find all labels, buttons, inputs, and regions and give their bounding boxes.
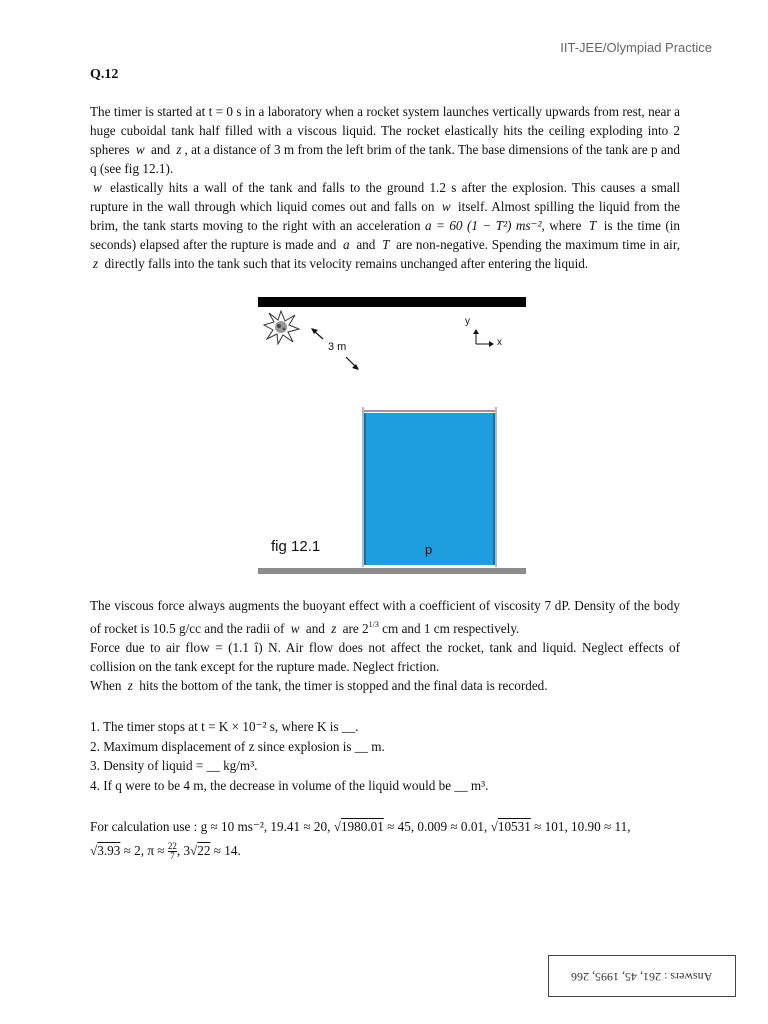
explosion-icon [264, 311, 299, 344]
rupture-text-g: directly falls into the tank such that its velocity remains unchanged after entering the liquid. [104, 256, 589, 271]
figure-12-1 [258, 297, 528, 577]
time-symbol: T [382, 237, 390, 252]
sphere-w: w [93, 180, 102, 195]
sphere-z: z [176, 142, 182, 157]
pi-denominator: 7 [170, 851, 175, 862]
answer-box [548, 955, 736, 997]
approx-4: ≈ 14. [213, 843, 241, 858]
axis-y-label: y [465, 316, 470, 327]
calc-label: For calculation use : g ≈ 10 ms⁻², 19.41 ≈ 20, [90, 819, 331, 834]
header-tag: IIT-JEE/Olympiad Practice [560, 40, 712, 55]
question-number: Q.12 [90, 67, 119, 82]
radicand-3: 3.93 [97, 843, 121, 858]
intro-text: The timer is started at t = 0 s in a laboratory when a rocket system launches vertically upwards from rest, near a huge cuboidal tank half filled with a viscous liquid. The rocket elastically hits the ceiling exploding into 2 spheres [90, 104, 680, 157]
sphere-z: z [93, 256, 99, 271]
sphere-w: w [290, 621, 300, 636]
intro-text-end: , at a distance of 3 m from the left brim of the tank. The base dimensions of the tank are p and q (see fig 12.1). [90, 142, 681, 176]
question-item-2: 2. Maximum displacement of z since explosion is __ m. [90, 738, 385, 754]
liquid-surface [364, 410, 495, 412]
rupture-text-b: itself. Almost spilling the liquid from the brim, the tank starts moving to the right with an acceleration [90, 199, 681, 233]
rupture-paragraph [90, 178, 680, 273]
sphere-w: w [441, 199, 451, 214]
conditions-text-f: When [90, 678, 122, 693]
approx-3: ≈ 2, π ≈ [123, 843, 165, 858]
conditions-text-a: The viscous force always augments the buoyant effect with a coefficient of viscosity 7 dP. Density of the body of rocket is 10.5 g/cc and the radii of [90, 598, 680, 636]
figure-caption: fig 12.1 [271, 538, 321, 555]
approx-1: ≈ 45, 0.009 ≈ 0.01, [387, 819, 488, 834]
radicand-2: 10531 [497, 819, 531, 834]
rupture-text-f: are non-negative. Spending the maximum time in air, [396, 237, 681, 252]
answer-text: Answers : 261, 45, 1995, 266 [571, 969, 713, 984]
sphere-z: z [331, 621, 337, 636]
rupture-text-a: elastically hits a wall of the tank and falls to the ground 1.2 s after the explosion. This causes a small rupture in the wall through which liquid comes out and falls on [90, 180, 681, 214]
rupture-text-c: , where [541, 218, 582, 233]
conditions-paragraph [90, 596, 680, 695]
radius-value [362, 621, 379, 636]
question-list [90, 717, 488, 795]
acceleration-formula: a = 60 (1 − T²) ms⁻² [424, 218, 542, 233]
radicand-4: 22 [197, 843, 211, 858]
approx-4-prefix: , 3 [176, 843, 191, 858]
time-symbol: T [588, 218, 597, 233]
ground [258, 568, 526, 574]
pi-fraction [168, 842, 177, 861]
radius-base: 2 [362, 621, 369, 636]
conditions-text-e: Force due to air flow = (1.1 î) N. Air flow does not affect the rocket, tank and liquid. Neglect effects of collision on the tank except for the rupture made. Neglect friction. [90, 640, 680, 674]
accel-symbol: a [343, 237, 350, 252]
tank-right-wall [495, 407, 497, 567]
conditions-text-d: cm and 1 cm respectively. [382, 621, 520, 636]
question-item-4: 4. If q were to be 4 m, the decrease in volume of the liquid would be __ m³. [90, 777, 489, 793]
width-label: p [425, 542, 433, 557]
intro-paragraph [90, 102, 680, 178]
question-item-1: 1. The timer stops at t = K × 10⁻² s, where K is __. [90, 719, 359, 734]
approx-2: ≈ 101, 10.90 ≈ 11, [534, 819, 631, 834]
calculation-hints: For calculation use : g ≈ 10 ms⁻², 19.41 ≈ 20, √1980.01 ≈ 45, 0.009 ≈ 0.01, √10531 ≈ 101, 10.90 ≈ 11, √3.93 ≈ 2, π ≈ $\frac{22}{7}$ , 3√22 ≈ 14. [90, 819, 631, 862]
sphere-w: w [135, 142, 145, 157]
axes-icon [473, 329, 494, 347]
rupture-text-e: and [356, 237, 376, 252]
conditions-are: are [342, 621, 359, 636]
pi-numerator: 22 [167, 841, 177, 852]
question-item-3: 3. Density of liquid = __ kg/m³. [90, 758, 258, 773]
rupture-text-d: is the time (in seconds) elapsed after the rupture is made and [90, 218, 681, 252]
sphere-z: z [127, 678, 133, 693]
conditions-and: and [305, 621, 325, 636]
distance-label: 3 m [328, 341, 347, 353]
intro-and: and [151, 142, 171, 157]
axis-x-label: x [497, 337, 502, 348]
conditions-text-g: hits the bottom of the tank, the timer is stopped and the final data is recorded. [139, 678, 548, 693]
radicand-1: 1980.01 [340, 819, 384, 834]
radius-exponent: 1/3 [368, 620, 379, 629]
